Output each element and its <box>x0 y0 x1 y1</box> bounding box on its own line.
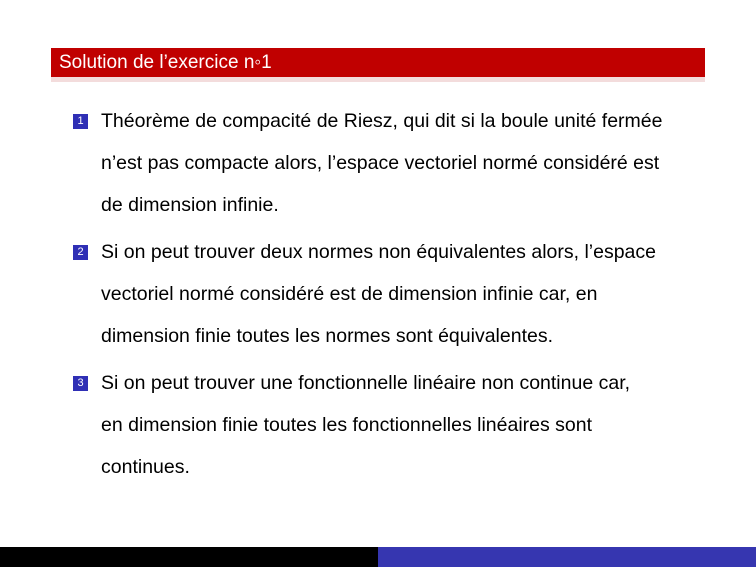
item-text-line: n’est pas compacte alors, l’espace vectoriel normé considéré est <box>101 152 660 174</box>
item-text-line: vectoriel normé considéré est de dimension infinie car, en <box>101 283 598 305</box>
footer-bar-left <box>0 547 378 567</box>
block-title-bar <box>51 48 705 82</box>
item-text-line: de dimension infinie. <box>101 194 279 216</box>
item-text-line: en dimension finie toutes les fonctionnelles linéaires sont <box>101 414 593 436</box>
list-item <box>72 362 712 488</box>
list-item <box>72 100 712 226</box>
enumerated-list <box>72 100 712 493</box>
item-number-badge: 1 <box>73 114 88 129</box>
item-text-line: Si on peut trouver une fonctionnelle linéaire non continue car, <box>101 372 631 394</box>
item-number-badge: 3 <box>73 376 88 391</box>
footer-bar-right <box>378 547 756 567</box>
item-text-line: continues. <box>101 456 190 478</box>
item-text-line: dimension finie toutes les normes sont équivalentes. <box>101 325 554 347</box>
block-title: Solution de l’exercice n◦1 <box>59 52 272 73</box>
item-text-line: Théorème de compacité de Riesz, qui dit si la boule unité fermée <box>101 110 663 132</box>
item-text-line: Si on peut trouver deux normes non équivalentes alors, l’espace <box>101 241 656 263</box>
item-number-badge: 2 <box>73 245 88 260</box>
list-item <box>72 231 712 357</box>
